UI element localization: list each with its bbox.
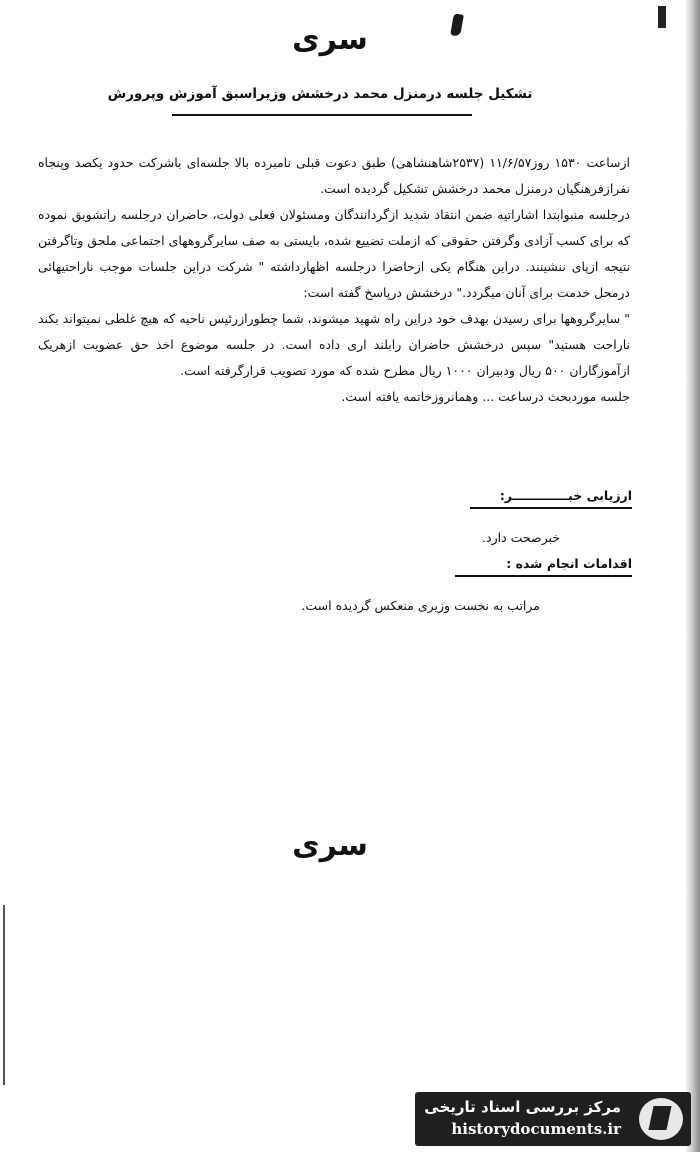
evaluation-label: ارزیابی خبـــــــــــــر: [470, 488, 632, 509]
scan-left-edge [3, 905, 5, 1085]
document-title: تشکیل جلسه درمنزل محمد درخشش وزیراسبق آموزش وپرورش [107, 86, 533, 102]
evaluation-text: خبرصحت دارد. [482, 530, 560, 545]
document-body [38, 150, 630, 410]
actions-label: اقدامات انجام شده : [455, 556, 632, 577]
actions-text: مراتب به نخست وزیری منعکس گردیده است. [301, 598, 540, 613]
paragraph-3: " سایرگروهها برای رسیدن بهدف خود دراین راه شهید میشوند، شما چطورازرئیس ناحیه که هیچ غلطی نمیتواند بکند ناراحت هستید" سپس درخشش حاضران رابلند اری داده است. در جلسه موضوع اخذ حق عضویت ازهریک ازآموزگاران ۵۰۰ ریال ودبیران ۱۰۰۰ ریال مطرح شده که مورد تصویب قرارگرفته است. [38, 311, 630, 378]
archive-url: historydocuments.ir [451, 1120, 621, 1138]
archive-watermark [415, 1092, 691, 1146]
paragraph-2: درجلسه منبوابتدا اشاراتیه ضمن انتقاد شدید ازگردانندگان ومسئولان فعلی دولت، حاضران درجلسه راتشویق نموده که برای کسب آزادی وگرفتن حقوقی که ازملت تضییع شده، بایستی به صف سایرگروههای اجتماعی ملحق وتاگرفتن نتیجه ازپای ننشینند. دراین هنگام یکی ازحاضرا درجلسه اظهارداشته " شرکت دراین جلسات موجب ناراحتیهائی درمحل خدمت برای آنان میگردد." درخشش درپاسخ گفته است: [38, 207, 630, 300]
classification-bottom: سری [292, 828, 368, 863]
classification-top: سری [292, 22, 368, 57]
archive-name: مرکز بررسی اسناد تاریخی [424, 1098, 621, 1116]
title-underline [172, 114, 472, 116]
paragraph-1: ازساعت ۱۵۳۰ روز۱۱/۶/۵۷ (۲۵۳۷شاهنشاهی) طبق دعوت قبلی نامبرده بالا جلسه‌ای باشرکت حدود یکصد وپنجاه نفرازفرهنگیان درمنزل محمد درخشش تشکیل گردیده است. [38, 155, 631, 196]
paragraph-4: جلسه موردبحث درساعت ... وهمانروزخاتمه یافته است. [341, 389, 630, 404]
scan-right-edge [686, 0, 700, 1152]
archive-logo-icon [639, 1098, 683, 1140]
